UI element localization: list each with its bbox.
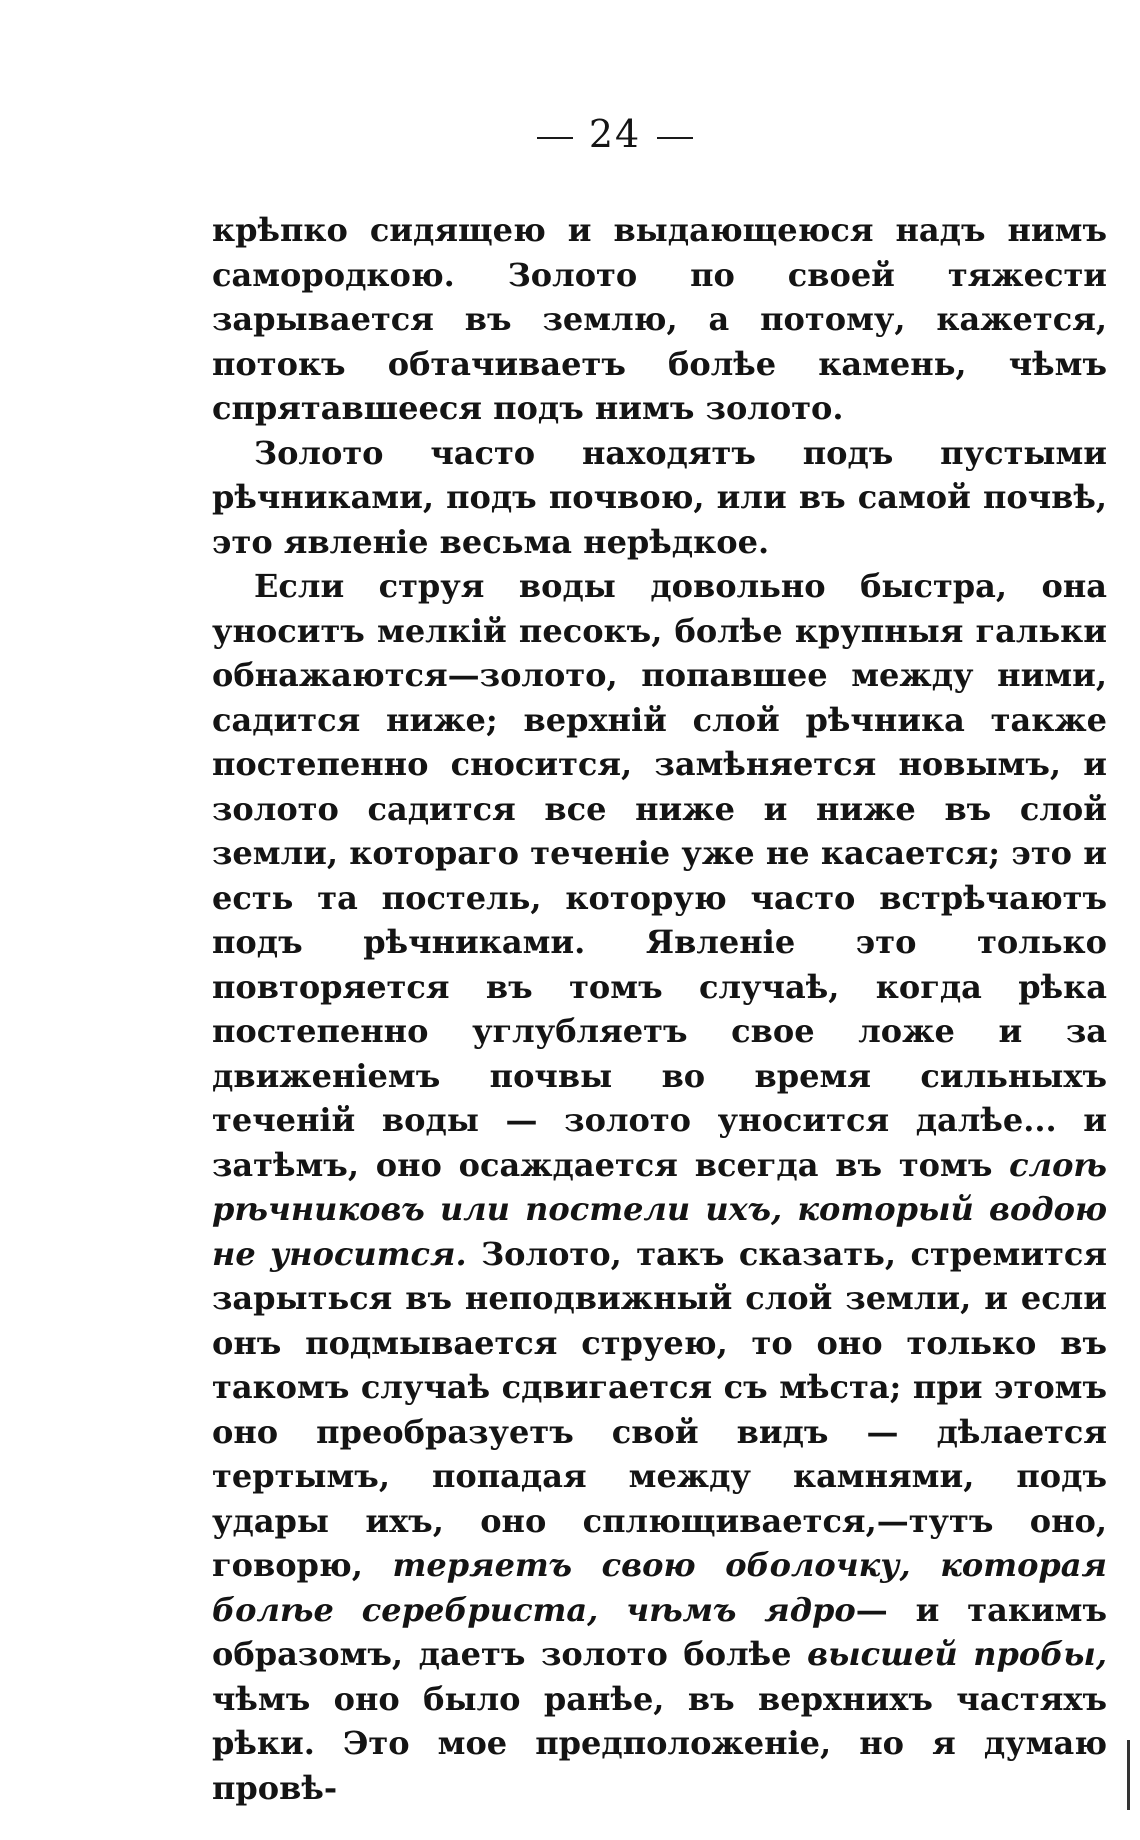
italic-emphasis: слоѣ рѣчниковъ или постели ихъ, который водою не уносится. — [212, 1145, 1107, 1273]
page-number-dash-right — [657, 137, 693, 139]
page-number — [0, 112, 1140, 156]
body-text — [212, 208, 1107, 1810]
italic-emphasis: высшей пробы, — [807, 1635, 1108, 1673]
page-number-dash-left — [537, 137, 573, 139]
paragraph-text: крѣпко сидящею и выдающеюся надъ нимъ самородкою. Золото по своей тяжести зарывается въ землю, а потому, кажется, потокъ обтачиваетъ болѣе камень, чѣмъ спрятавшееся подъ нимъ золото. — [212, 211, 1107, 427]
paragraph-continuation — [212, 208, 1107, 431]
italic-emphasis: теряетъ свою оболочку, которая болѣе серебриста, чѣмъ ядро — [212, 1546, 1108, 1629]
paragraph-text: Золото часто находятъ подъ пустыми рѣчниками, подъ почвою, или въ самой почвѣ, это явленіе весьма нерѣдкое. — [212, 433, 1107, 561]
paragraph-text: Если струя воды довольно быстра, она уноситъ мелкій песокъ, болѣе крупныя гальки обнажаются—золото, попавшее между ними, садится ниже; верхній слой рѣчника также постепенно сносится, замѣняется новымъ, и золото садится все ниже и ниже въ слой земли, котораго теченіе уже не касается; это и есть та постель, которую часто встрѣчаютъ подъ рѣчниками. Явленіе это только повторяется въ томъ случаѣ, когда рѣка постепенно углубляетъ свое ложе и за движеніемъ почвы во время сильныхъ теченій воды — золото уносится далѣе... и затѣмъ, оно осаждается всегда въ томъ — [212, 567, 1107, 1184]
paragraph-text: чѣмъ оно было ранѣе, въ верхнихъ частяхъ рѣки. Это мое предположеніе, но я думаю провѣ- — [212, 1679, 1107, 1807]
paragraph-text: — и такимъ образомъ, даетъ золото болѣе — [212, 1590, 1108, 1673]
paragraph — [212, 431, 1107, 565]
page-number-value: 24 — [588, 112, 642, 156]
paragraph — [212, 564, 1107, 1810]
paragraph-text: Золото, такъ сказать, стремится зарыться въ неподвижный слой земли, и если онъ подмывается струею, то оно только въ такомъ случаѣ сдвигается съ мѣста; при этомъ оно преобразуетъ свой видъ — дѣлается тертымъ, попадая между камнями, подъ удары ихъ, оно сплющивается,—тутъ оно, говорю, — [212, 1234, 1108, 1584]
scan-edge-mark — [1127, 1740, 1130, 1810]
